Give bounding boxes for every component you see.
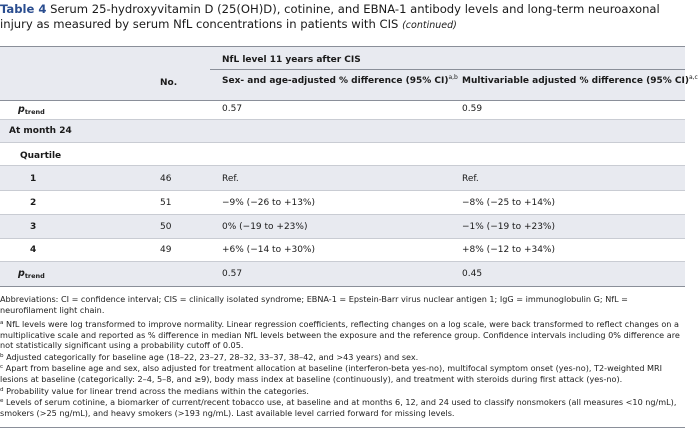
header-col2: [462, 72, 698, 87]
quartile-1-v1: Ref.: [222, 174, 239, 184]
header-col1-sup: a,b: [448, 74, 458, 81]
section-label: At month 24: [9, 126, 72, 136]
quartile-2-n: 51: [160, 198, 172, 208]
header-group-label: NfL level 11 years after CIS: [222, 55, 361, 65]
header-col1: [222, 72, 458, 87]
footnote-e-mark: e: [0, 398, 4, 404]
quartile-4-n: 49: [160, 245, 172, 255]
ptrend-bottom-v2: 0.45: [462, 269, 483, 279]
footnote-d-text: Probability value for linear trend across the medians within the categories.: [6, 386, 309, 396]
ptrend-p: p: [18, 268, 25, 279]
ptrend-label-bottom: [18, 268, 45, 282]
ptrend-top-v1: 0.57: [222, 104, 243, 114]
header-col1-text: Sex- and age-adjusted % difference (95% CI): [222, 76, 449, 86]
footnote-abbreviations: Abbreviations: CI = confidence interval; CIS = clinically isolated syndrome; EBNA-1 = Epstein-Barr virus nuclear antigen 1; IgG = immunoglobulin G; NfL = neurofilament light chain.: [0, 294, 628, 315]
caption-continued: (continued): [402, 19, 457, 31]
footnote-a: [0, 318, 685, 351]
header-col2-text: Multivariable adjusted % difference (95% CI): [462, 76, 689, 86]
footnote-b: [0, 351, 685, 363]
footnote-e-text: Levels of serum cotinine, a biomarker of current/recent tobacco use, at baseline and at months 6, 12, and 24 used to classify nonsmokers (all measures <10 ng/mL), smokers (>25 ng/mL), and heavy smokers (>193 ng/mL). Last available level carried forward for missing levels.: [0, 397, 677, 418]
header-col2-sup: a,c: [688, 74, 698, 81]
quartile-2-v1: −9% (−26 to +13%): [222, 198, 315, 208]
footnote-d-mark: d: [0, 387, 4, 393]
quartile-3-n: 50: [160, 222, 172, 232]
footnotes-bottom-rule: [0, 427, 685, 428]
footnote-e: [0, 396, 685, 418]
quartile-4-v2: +8% (−12 to +34%): [462, 245, 555, 255]
quartile-2-v2: −8% (−25 to +14%): [462, 198, 555, 208]
ptrend-sub: trend: [24, 108, 45, 116]
table-label: Table 4: [0, 2, 47, 16]
ptrend-top-v2: 0.59: [462, 104, 483, 114]
footnote-c: [0, 362, 685, 384]
row-rule: [0, 190, 685, 191]
header-top-rule: [0, 46, 685, 47]
row-rule: [0, 238, 685, 239]
quartile-4-label: 4: [30, 245, 37, 255]
footnote-c-mark: c: [0, 364, 4, 370]
quartile-3-v2: −1% (−19 to +23%): [462, 222, 555, 232]
row-rule: [0, 142, 685, 143]
caption-text: Serum 25-hydroxyvitamin D (25(OH)D), cotinine, and EBNA-1 antibody levels and long-term neuroaxonal injury as measured by serum NfL concentrations in patients with CIS: [0, 2, 660, 31]
quartile-4-v1: +6% (−14 to +30%): [222, 245, 315, 255]
header-group-rule: [210, 69, 685, 70]
header-no: No.: [160, 78, 178, 88]
quartile-2-label: 2: [30, 198, 37, 208]
footnote-c-text: Apart from baseline age and sex, also adjusted for treatment allocation at baseline (interferon-beta yes-no), multifocal symptom onset (yes-no), T2-weighted MRI lesions at baseline (categorically: 2–4, 5–8, and ≥9), body mass index at baseline (continuously), and treatment with steroids during first attack (yes-no).: [0, 363, 663, 384]
table-caption: [0, 2, 685, 33]
header-bottom-rule: [0, 100, 685, 101]
row-band: [0, 262, 685, 286]
row-band: [0, 166, 685, 190]
quartile-3-v1: 0% (−19 to +23%): [222, 222, 308, 232]
footnote-a-text: NfL levels were log transformed to improve normality. Linear regression coefficients, reflecting changes on a log scale, were back transformed to reflect changes on a multiplicative scale and reported as % difference in median NfL levels between the exposure and the reference group. Confidence intervals including 0% difference are not statistically significant using a probability cutoff of 0.05.: [0, 319, 680, 351]
footnote-a-mark: a: [0, 320, 4, 326]
footnote-d: [0, 385, 685, 397]
table-bottom-rule: [0, 286, 685, 287]
ptrend-sub: trend: [24, 272, 45, 280]
subsection-label: Quartile: [20, 151, 62, 161]
quartile-1-label: 1: [30, 174, 37, 184]
footnote-b-text: Adjusted categorically for baseline age (18–22, 23–27, 28–32, 33–37, 38–42, and >43 years) and sex.: [6, 352, 419, 362]
ptrend-bottom-v1: 0.57: [222, 269, 243, 279]
ptrend-p: p: [18, 104, 25, 115]
section-band: [0, 120, 685, 142]
quartile-3-label: 3: [30, 222, 37, 232]
footnote-b-mark: b: [0, 353, 4, 359]
quartile-1-v2: Ref.: [462, 174, 479, 184]
ptrend-label-top: [18, 104, 45, 118]
quartile-1-n: 46: [160, 174, 172, 184]
row-band: [0, 215, 685, 239]
